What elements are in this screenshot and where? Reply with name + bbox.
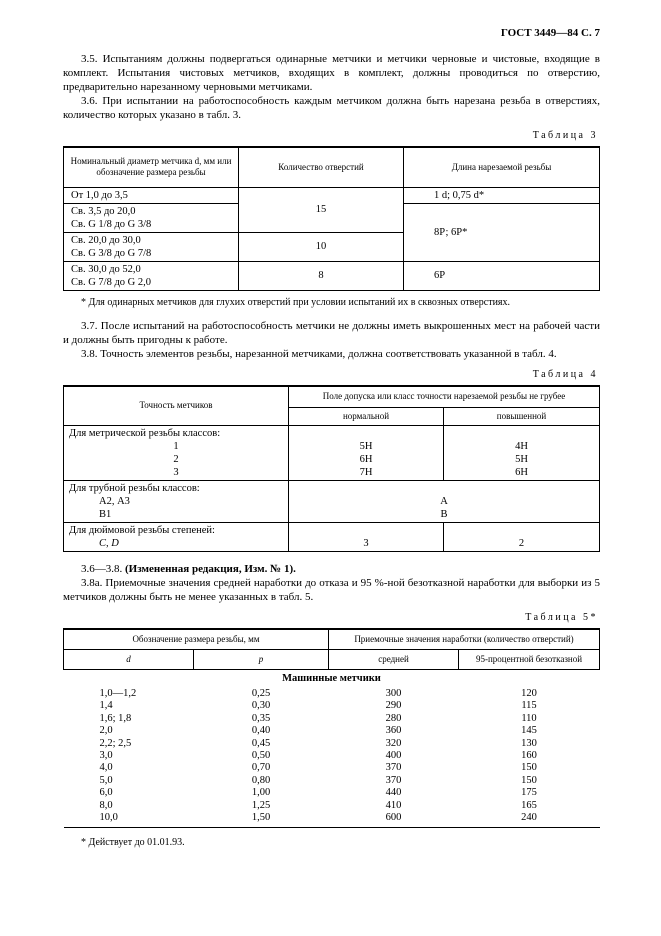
page-header: [63, 26, 600, 40]
table-3: [63, 146, 600, 291]
cell-line: В: [440, 509, 448, 520]
change-note-number: 3.6—3.8.: [81, 563, 123, 575]
table-cell: [64, 232, 239, 261]
table-cell: 400: [385, 749, 402, 761]
table-cell: 160: [521, 749, 537, 761]
table5-caption: Таблица 5*: [525, 612, 598, 623]
table-cell: 5,0: [99, 774, 113, 786]
table3-caption: Таблица 3: [532, 130, 598, 141]
table-cell: 2: [444, 523, 600, 552]
paragraph-3-5: 3.5. Испытаниям должны подвергаться одинарные метчики и метчики черновые и чистовые, входящие в комплект. Испытания чистовых метчиков, входящих в комплект, должны проводиться по отверстию, предварительно нарезанному черновыми метчиками.: [63, 53, 600, 93]
table-cell: [64, 261, 239, 290]
cell-line: 4Н: [515, 441, 528, 452]
cell-line: Для дюймовой резьбы степеней:: [69, 525, 215, 536]
table-cell: 2,0: [99, 725, 113, 737]
table-row: [64, 762, 600, 774]
table-cell: 1,25: [251, 799, 271, 811]
table-cell: 240: [521, 811, 537, 823]
cell-line: Св. G 7/8 до G 2,0: [71, 276, 152, 288]
table-cell: 120: [521, 687, 537, 699]
cell-line: С, D: [99, 538, 119, 549]
table-cell: 165: [521, 799, 537, 811]
table-cell: 1,0—1,2: [99, 687, 137, 699]
cell-line: 5Н: [515, 454, 528, 465]
table5-footnote: * Действует до 01.01.93.: [81, 837, 185, 849]
table-cell: 2,2; 2,5: [99, 737, 132, 749]
table-cell: 6Р: [404, 261, 600, 290]
paragraph-3-7: 3.7. После испытаний на работоспособность метчики не должны иметь выкрошенных мест на рабочей части и должны быть пригодны к работе.: [63, 319, 600, 346]
paragraph-3-8: 3.8. Точность элементов резьбы, нарезанной метчиками, должна соответствовать указанной в табл. 4.: [81, 347, 557, 360]
table-cell: [289, 481, 600, 523]
table-cell: 0,40: [251, 725, 271, 737]
table-cell: 115: [521, 700, 537, 712]
table-row: [64, 700, 600, 712]
table-row-pipe: [64, 481, 600, 523]
table-row: [64, 686, 600, 700]
table-cell: 0,80: [251, 774, 271, 786]
table5-subheader-row: [64, 649, 600, 669]
table-5: [63, 628, 600, 828]
table3-header-diameter: Номинальный диаметр метчика d, мм или обозначение размера резьбы: [64, 147, 239, 187]
table-cell: 0,30: [251, 700, 271, 712]
cell-line: Св. G 1/8 до G 3/8: [71, 218, 152, 230]
table-cell: 360: [385, 725, 402, 737]
table-cell: [64, 203, 239, 232]
table-cell: 440: [385, 787, 402, 799]
table-cell: [64, 481, 289, 523]
cell-line: Св. 30,0 до 52,0: [71, 263, 141, 275]
table-row: [64, 725, 600, 737]
table-cell: 370: [385, 762, 402, 774]
table-cell: 1,4: [99, 700, 113, 712]
table-cell: 0,25: [251, 687, 271, 699]
table3-footnote: * Для одинарных метчиков для глухих отверстий при условии испытаний их в сквозных отверстиях.: [81, 296, 511, 308]
table3-header-thread-length: Длина нарезаемой резьбы: [404, 147, 600, 187]
table-cell: От 1,0 до 3,5: [64, 187, 239, 203]
table-cell: 0,50: [251, 749, 271, 761]
table-cell: [64, 426, 289, 481]
cell-line: 2: [173, 454, 179, 465]
table-cell: 0,35: [251, 712, 271, 724]
table-cell: 3,0: [99, 749, 113, 761]
table-row: [64, 261, 600, 290]
table-cell: 8,0: [99, 799, 113, 811]
cell-line: Св. G 3/8 до G 7/8: [71, 247, 152, 259]
table3-header-row: [64, 147, 600, 187]
table-cell: 4,0: [99, 762, 113, 774]
table-row: [64, 738, 600, 750]
table-cell: 370: [385, 774, 402, 786]
table5-header-mean: средней: [329, 649, 459, 669]
table-cell: 0,70: [251, 762, 271, 774]
table-cell: 15: [239, 187, 404, 232]
table4-header-row: [64, 386, 600, 408]
table4-header-accuracy: Точность метчиков: [64, 386, 289, 426]
table-row: [64, 713, 600, 725]
cell-line: 6Н: [515, 467, 528, 478]
table4-caption: Таблица 4: [532, 368, 598, 380]
table5-header-reliable: 95-процентной безотказной: [459, 649, 600, 669]
table-row: [64, 812, 600, 828]
table-cell: 1,50: [251, 811, 271, 823]
table5-header-row: [64, 629, 600, 649]
table-cell: 145: [521, 725, 537, 737]
paragraph-3-6: 3.6. При испытании на работоспособность каждым метчиком должна быть нарезана резьба в отверстиях, количество которых указано в табл. 3.: [63, 95, 600, 121]
table-cell: 0,45: [251, 737, 271, 749]
section-title: Машинные метчики: [282, 672, 381, 684]
table-row-metric: [64, 426, 600, 481]
table-cell: 410: [385, 799, 402, 811]
table-cell: 3: [289, 523, 444, 552]
cell-line: Св. 20,0 до 30,0: [71, 234, 141, 246]
table-row: [64, 775, 600, 787]
table-cell: 8: [239, 261, 404, 290]
table-cell: 1,00: [251, 787, 271, 799]
table-cell: 10,0: [99, 811, 118, 823]
table-cell: [444, 426, 600, 481]
table-cell: 8Р; 6Р*: [404, 203, 600, 261]
table3-header-hole-count: Количество отверстий: [239, 147, 404, 187]
table-cell: 1 d; 0,75 d*: [404, 187, 600, 203]
cell-line: 6Н: [359, 454, 373, 465]
table-cell: 300: [385, 687, 402, 699]
table5-header-size: Обозначение размера резьбы, мм: [64, 629, 329, 649]
table-4: [63, 385, 600, 553]
table-cell: 150: [521, 762, 537, 774]
cell-line: Для метрической резьбы классов:: [69, 428, 221, 439]
table5-header-acceptance: Приемочные значения наработки (количество отверстий): [329, 629, 600, 649]
gost-number: ГОСТ 3449—84 С. 7: [500, 27, 600, 39]
table-row: [64, 750, 600, 762]
cell-line: 1: [173, 441, 179, 452]
cell-line: Для трубной резьбы классов:: [69, 483, 200, 494]
table-row: [64, 800, 600, 812]
change-note-text: (Измененная редакция, Изм. № 1).: [125, 563, 296, 575]
table-cell: [289, 426, 444, 481]
table-cell: 6,0: [99, 787, 113, 799]
cell-line: Св. 3,5 до 20,0: [71, 205, 136, 217]
table-cell: [64, 523, 289, 552]
table-cell: 290: [385, 700, 402, 712]
cell-line: В1: [99, 509, 112, 520]
table4-header-normal: нормальной: [289, 408, 444, 426]
table-cell: 10: [239, 232, 404, 261]
table-cell: 600: [385, 811, 402, 823]
table-cell: 320: [385, 737, 402, 749]
table4-header-tolerance-group: Поле допуска или класс точности нарезаемой резьбы не грубее: [289, 386, 600, 408]
cell-line: А: [440, 496, 448, 507]
table-row-inch: [64, 523, 600, 552]
table-cell: 175: [521, 787, 537, 799]
table-cell: 110: [521, 712, 537, 724]
table-cell: 280: [385, 712, 402, 724]
table-cell: 130: [521, 737, 537, 749]
table5-header-p: р: [194, 649, 329, 669]
table-cell: 150: [521, 774, 537, 786]
change-note: [63, 562, 600, 576]
table-row: [64, 187, 600, 203]
table-row: [64, 787, 600, 799]
cell-line: 3: [173, 467, 179, 478]
table-cell: 1,6; 1,8: [99, 712, 132, 724]
table5-header-d: d: [64, 649, 194, 669]
cell-line: 7Н: [359, 467, 373, 478]
paragraph-3-8a: 3.8а. Приемочные значения средней наработки до отказа и 95 %-ной безотказной наработки для выборки из 5 метчиков должны быть не менее указанных в табл. 5.: [63, 577, 600, 603]
table5-section-machine-taps: [64, 669, 600, 686]
cell-line: А2, А3: [99, 496, 130, 507]
table4-header-higher: повышенной: [444, 408, 600, 426]
cell-line: 5Н: [359, 441, 373, 452]
